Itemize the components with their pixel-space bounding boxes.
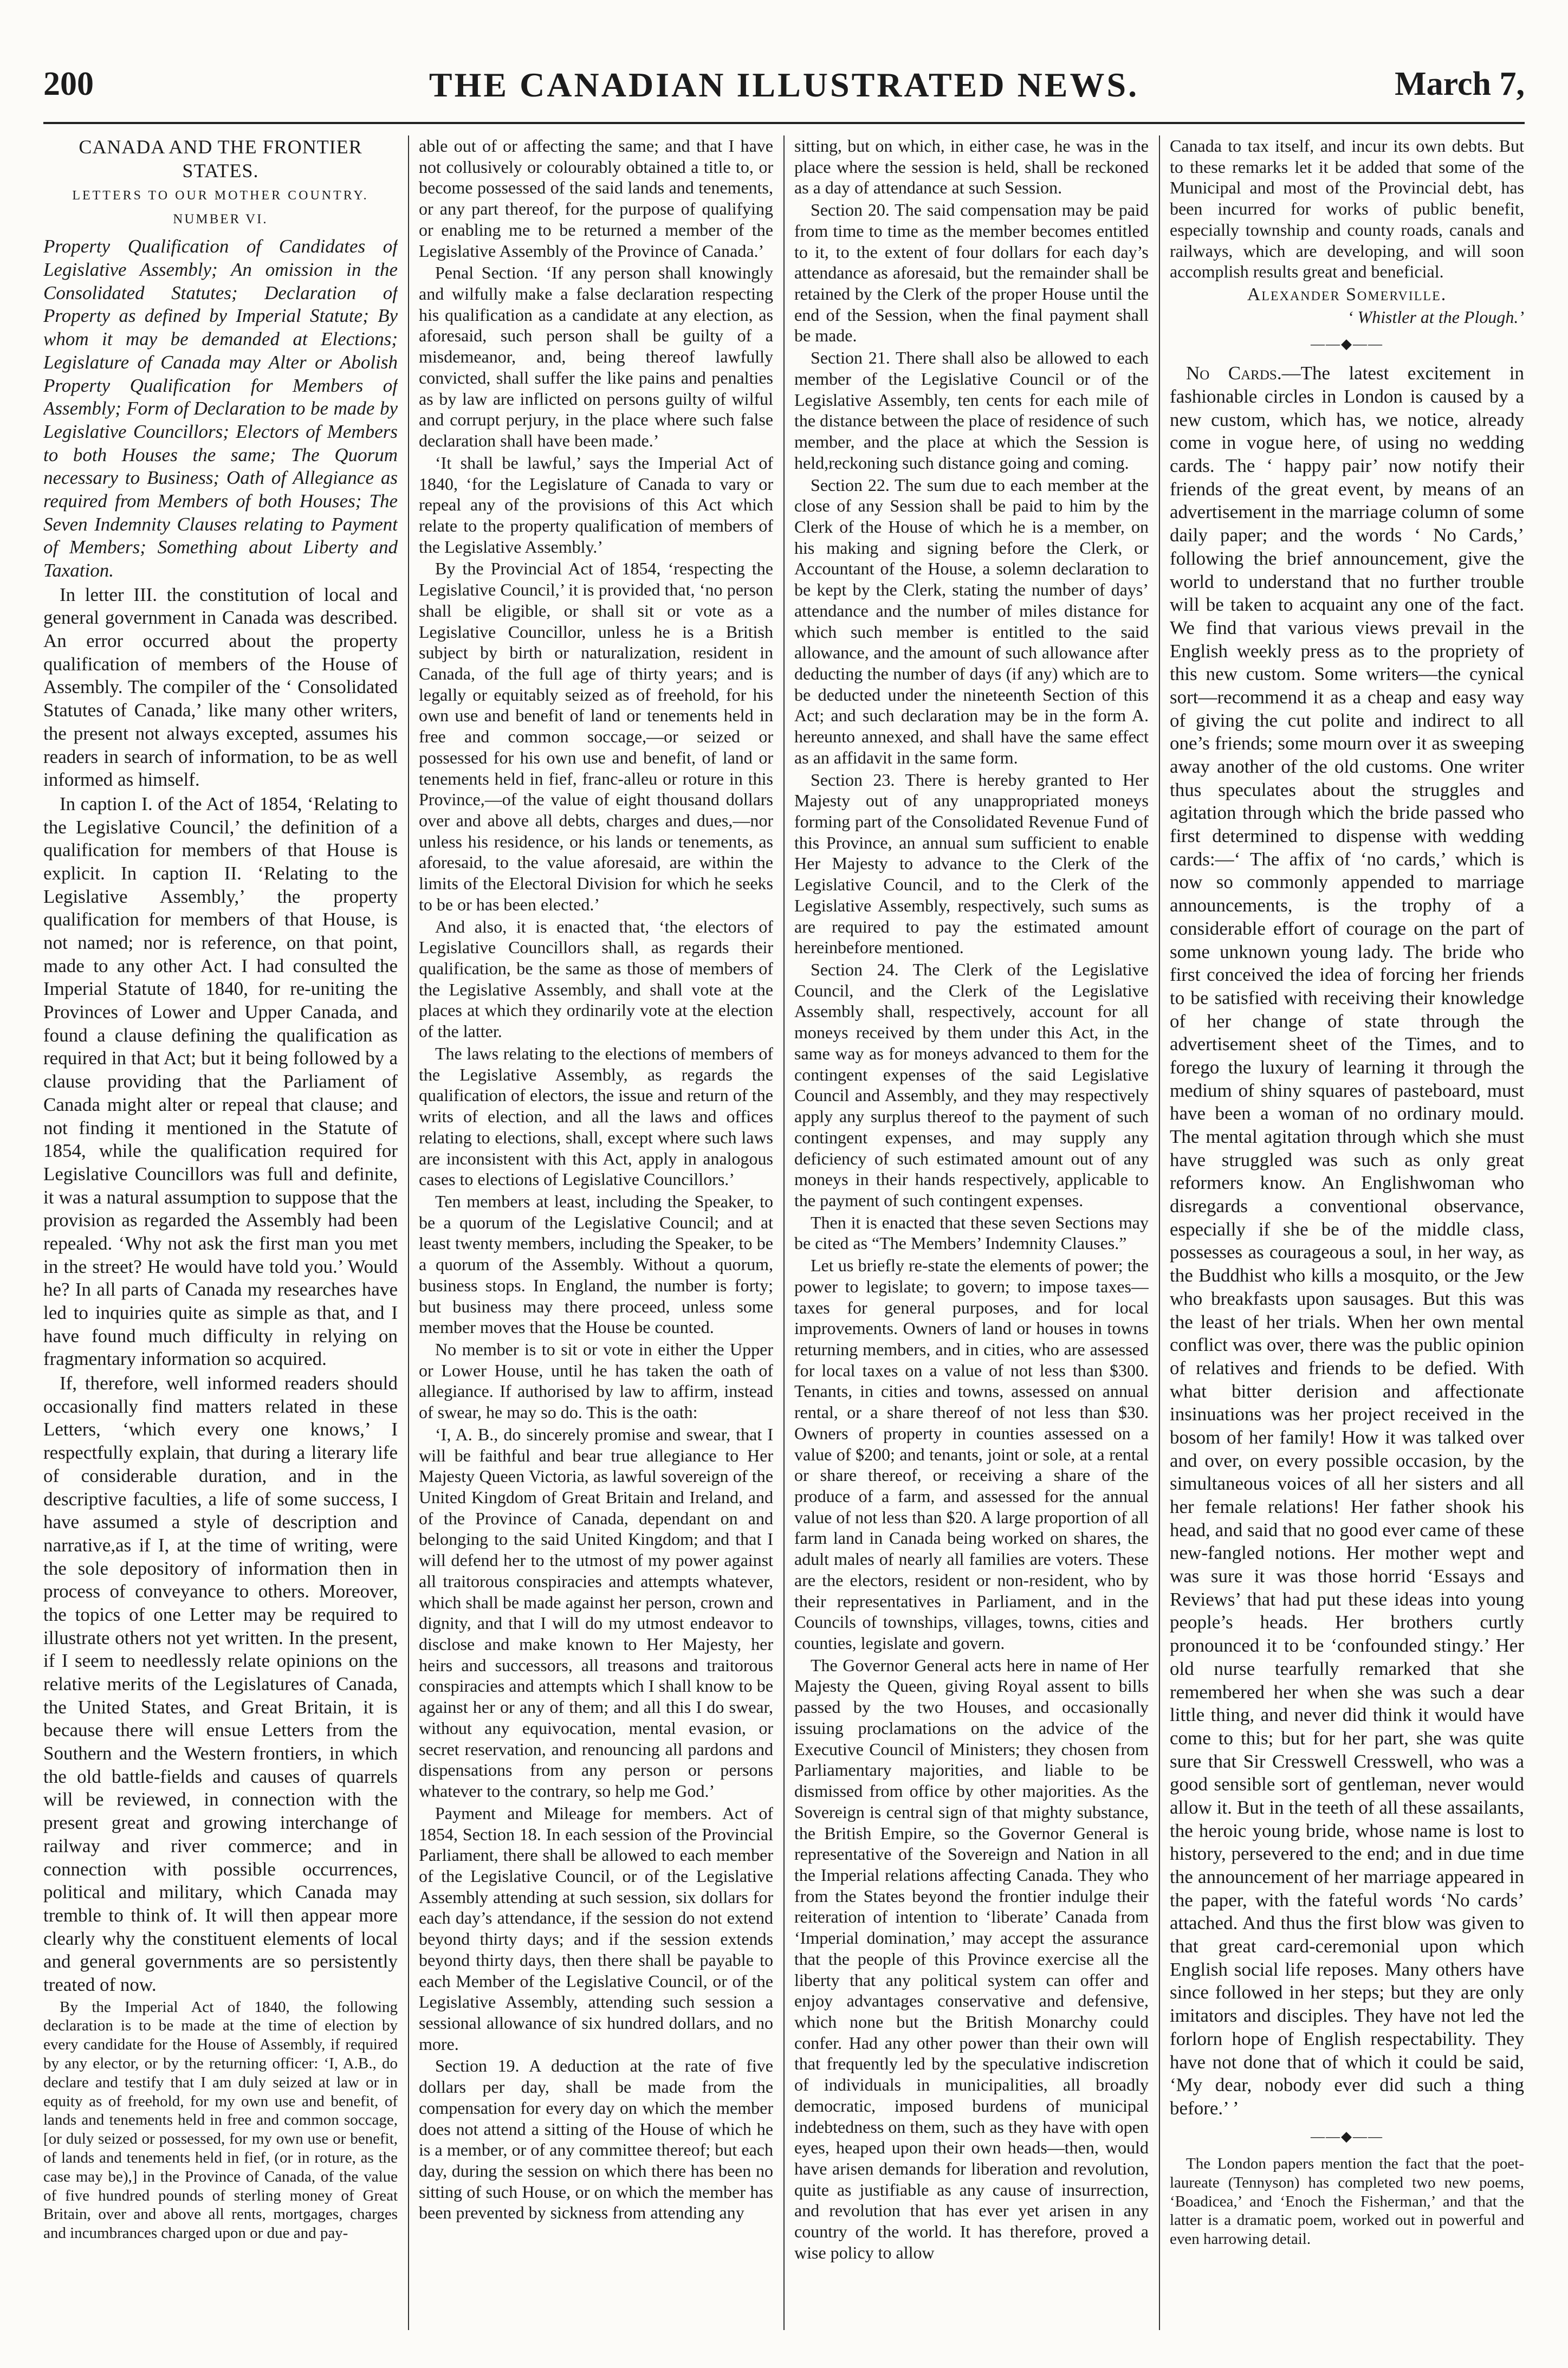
masthead: THE CANADIAN ILLUSTRATED NEWS. — [429, 66, 1139, 104]
no-cards-lead: No Cards. — [1186, 363, 1282, 384]
paragraph: The Governor General acts here in name of Her Majesty the Queen, giving Royal assent to bills passed by the two Houses, and occasionally issuing proclamations on the advice of the Executive Council of Ministers; they chosen from Parliamentary majorities, and liable to be dismissed from office by other majorities. As the Sovereign is central sign of that mighty substance, the British Empire, so the Governor General is representative of the Sovereign and Nation in all the Imperial relations affecting Canada. They who from the States beyond the frontier indulge their reiteration of intention to ‘liberate’ Canada from ‘Imperial domination,’ may accept the assurance that the people of this Province exercise all the liberty that any political system can offer and enjoy advantages conservative and defensive, which none but the British Monarchy could confer. Had any other power than their own will that frequently led by the speculative indiscretion of individuals in municipalities, all broadly democratic, imposed burdens of municipal indebtedness on them, such as they have with open eyes, heaped upon their own heads—then, would have arisen demands for liberation and revolution, quite as justifiable as any cause of insurrection, and revolution that has ever yet arisen in any country of the world. It has therefore, proved a wise policy to allow — [794, 1655, 1149, 2262]
column-3 — [794, 135, 1149, 2330]
paragraph: Canada to tax itself, and incur its own debts. But to these remarks let it be added that some of the Municipal and most of the Provincial debt, has been incurred for works of public benefit, especially township and county roads, canals and railways, which are developing, and will soon accomplish results great and beneficial. — [1170, 136, 1524, 282]
author-signature: Alexander Somerville. — [1247, 284, 1447, 305]
column-1 — [43, 135, 398, 2330]
paragraph: ‘I, A. B., do sincerely promise and swear, that I will be faithful and bear true allegiance to Her Majesty Queen Victoria, as lawful sovereign of the United Kingdom of Great Britain and Ireland, and of the Province of Canada, dependant on and belonging to the said United Kingdom; and that I will defend her to the utmost of my power against all traitorous conspiracies and attempts whatever, which shall be made against her person, crown and dignity, and that I will do my utmost endeavor to disclose and make known to Her Majesty, her heirs and successors, all treasons and traitorous conspiracies and attempts which I shall know to be against her or any of them; and all this I do swear, without any equivocation, mental evasion, or secret reservation, and renouncing all pardons and dispensations from any person or persons whatever to the contrary, so help me God.’ — [419, 1424, 773, 1801]
page-header — [43, 65, 1525, 119]
paragraph: By the Imperial Act of 1840, the following declaration is to be made at the time of election by every candidate for the House of Assembly, if required by any elector, or by the returning officer: ‘I, A.B., do declare and testify that I am duly seized at law or in equity as of freehold, for my own use and benefit, of lands and tenements held in free and common soccage, [or duly seized or possessed, for my own use or benefit, of lands and tenements held in fief, (or in roture, as the case may be),] in the Province of Canada, of the value of five hundred pounds of sterling money of Great Britain, over and above all rents, mortgages, charges and incumbrances charged upon or due and pay- — [43, 1998, 398, 2242]
paragraph: Let us briefly re-state the elements of power; the power to legislate; to govern; to impose taxes—taxes for general purposes, and for local improvements. Owners of land or houses in towns returning members, and in cities, who are assessed for local taxes on a value of not less than $300. Tenants, in cities and towns, assessed on annual rental, or a share thereof of not less than $30. Owners of property in counties assessed on a value of $200; and tenants, joint or sole, at a rental or share thereof, or receiving a share of the produce of a farm, and assessed for the annual value of not less than $20. A large proportion of all farm land in Canada being worked on shares, the adult males of nearly all families are voters. These are the electors, resident or non-resident, who by their representatives in Parliament, and in the Councils of townships, villages, towns, cities and counties, legislate and govern. — [794, 1256, 1149, 1653]
no-cards-text: —The latest excitement in fashionable circles in London is caused by a new custom, which has, we notice, already come in vogue here, of using no wedding cards. The ‘ happy pair’ now notify their friends of the great event, by means of an advertisement in the marriage column of some daily paper; and the words ‘ No Cards,’ following the brief announcement, give the world to understand that no further trouble will be taken to acquaint any one of the fact. We find that various views prevail in the English weekly press as to the propriety of this new custom. Some writers—the cynical sort—recommend it as a cheap and easy way of giving the cut polite and indirect to all one’s friends; some mourn over it as sweeping away another of the old customs. One writer thus speculates about the struggles and agitation through which the bride passed who first determined to dispense with wedding cards:—‘ The affix of ‘no cards,’ which is now so commonly appended to marriage announcements, is the trophy of a considerable effort of courage on the part of some unknown young lady. The bride who first conceived the idea of forcing her friends to be satisfied with receiving their knowledge of her change of state through the advertisement sheet of the Times, and to forego the luxury of learning it through the medium of shiny squares of pasteboard, must have been a woman of no ordinary mould. The mental agitation through which she must have struggled was such as only great reformers know. An Englishwoman who disregards a conventional observance, especially if she be of the middle class, possesses as courageous a soul, in her way, as the Buddhist who kills a mosquito, or the Jew who breakfasts upon sausages. But this was the least of her trials. When her own mental conflict was over, there was the public opinion of relatives and friends to be defied. With what bitter derision and affectionate insinuations was her project received in the bosom of her family! How it was talked over and over, on every possible occasion, by the simultaneous voices of all her sisters and all her female relations! Her father shook his head, and said that no good ever came of these new-fangled notions. Her mother wept and was sure it was those horrid ‘Essays and Reviews’ that had put these ideas into young people’s heads. Her brothers curtly pronounced it to be ‘confounded stingy.’ Her old nurse tearfully remarked that she remembered her when she was such a dear little thing, and never did think it would have come to this; but for her part, she was quite sure that Sir Cresswell Cresswell, who was a good sensible sort of gentleman, never would allow it. But in the teeth of all these assailants, the heroic young bride, whose name is lost to history, persevered to the end; and in due time the announcement of her marriage appeared in the paper, with the fateful words ‘No cards’ attached. And thus the first blow was given to that great card-ceremonial upon which English social life reposes. Many others have since followed in her steps; but they are only imitators and disciples. They have not led the forlorn hope of English respectability. They have not done that of which it could be said, ‘My dear, nobody ever did such a thing before.’ ’ — [1170, 363, 1524, 2119]
paragraph: Section 19. A deduction at the rate of five dollars per day, shall be made from the compensation for every day on which the member does not attend a sitting of the House of which he is a member, or of any committee thereof; but each day, during the session on which there has been no sitting of such House, or on which the member has been prevented by sickness from attending any — [419, 2056, 773, 2223]
paragraph: Section 23. There is hereby granted to Her Majesty out of any unappropriated moneys forming part of the Consolidated Revenue Fund of this Province, an annual sum sufficient to enable Her Majesty to advance to the Clerk of the Legislative Council, and to the Clerk of the Legislative Assembly, respectively, such sums as are required to pay the estimated amount hereinbefore mentioned. — [794, 769, 1149, 957]
paragraph: able out of or affecting the same; and that I have not collusively or colourably obtained a title to, or become possessed of the said lands and tenements, or any part thereof, for the purpose of qualifying or enabling me to be returned a member of the Legislative Assembly of the Province of Canada.’ — [419, 136, 773, 261]
tennyson-note: The London papers mention the fact that the poet-laureate (Tennyson) has completed two new poems, ‘Boadicea,’ and ‘Enoch the Fisherman,’ and that the latter is a dramatic poem, worked out in powerful and even harrowing detail. — [1170, 2155, 1524, 2248]
section-divider: ——◆—— — [1311, 2128, 1383, 2144]
paragraph: And also, it is enacted that, ‘the electors of Legislative Councillors shall, as regards their qualification, be the same as those of members of the Legislative Assembly, and shall vote at the places at which they ordinarily vote at the election of the latter. — [419, 916, 773, 1041]
paragraph: Section 22. The sum due to each member at the close of any Session shall be paid to him by the Clerk of the House of which he is a member, on his making and signing before the Clerk, or Accountant of the House, a solemn declaration to be kept by the Clerk, stating the number of days’ attendance and the number of miles distance for which such member is entitled to the said allowance, and the amount of such allowance after deducting the number of days (if any) which are to be deducted under the nineteenth Section of this Act; and such declaration may be in the form A. hereunto annexed, and shall have the same effect as an affidavit in the same form. — [794, 475, 1149, 767]
column-2 — [419, 135, 773, 2330]
paragraph: Payment and Mileage for members. Act of 1854, Section 18. In each session of the Provincial Parliament, there shall be allowed to each member of the Legislative Council, or of the Legislative Assembly attending at such session, six dollars for each day’s attendance, if the session do not extend beyond thirty days; and if the session extends beyond thirty days, then there shall be payable to each Member of the Legislative Council, or of the Legislative Assembly, attending such session a sessional allowance of six hundred dollars, and no more. — [419, 1803, 773, 2054]
column-4 — [1170, 135, 1524, 2330]
article-title: CANADA AND THE FRONTIER STATES. — [79, 136, 362, 182]
paragraph: Section 20. The said compensation may be paid from time to time as the member becomes entitled to it, to the extent of four dollars for each day’s attendance as aforesaid, but the remainder shall be retained by the Clerk of the proper House until the end of the Session, when the final payment shall be made. — [794, 200, 1149, 346]
header-rule — [43, 122, 1525, 124]
article-summary: Property Qualification of Candidates of Legislative Assembly; An omission in the Consolidated Statutes; Declaration of Property as defined by Imperial Statute; By whom it may be demanded at Elections; Legislature of Canada may Alter or Abolish Property Qualification for Members of Assembly; Form of Declaration to be made by Legislative Councillors; Electors of Members to both Houses the same; The Quorum necessary to Business; Oath of Allegiance as required from Members of both Houses; The Seven Indemnity Clauses relating to Payment of Members; Something about Liberty and Taxation. — [43, 236, 398, 581]
paragraph: Then it is enacted that these seven Sections may be cited as “The Members’ Indemnity Clauses.” — [794, 1212, 1149, 1253]
paragraph: ‘It shall be lawful,’ says the Imperial Act of 1840, ‘for the Legislature of Canada to vary or repeal any of the provisions of this Act which relate to the property qualification of members of the Legislative Assembly.’ — [419, 452, 773, 557]
paragraph: Section 21. There shall also be allowed to each member of the Legislative Council or of the Legislative Assembly, ten cents for each mile of the distance between the place of residence of such member, and the place at which the Session is held,reckoning such distance going and coming. — [794, 348, 1149, 473]
section-divider: ——◆—— — [1311, 335, 1383, 352]
article-subtitle: LETTERS TO OUR MOTHER COUNTRY. — [72, 189, 369, 203]
paragraph: Section 24. The Clerk of the Legislative Council, and the Clerk of the Legislative Assembly shall, respectively, account for all moneys received by them under this Act, in the same way as for moneys advanced to them for the contingent expenses of the said Legislative Council and Assembly, and they may respectively apply any surplus thereof to the payment of such contingent expenses, and may supply any deficiency of such estimated amount out of any moneys in their hands respectively, applicable to the payment of such contingent expenses. — [794, 960, 1149, 1210]
paragraph: The laws relating to the elections of members of the Legislative Assembly, as regards the qualification of electors, the issue and return of the writs of election, and all the laws and offices relating to elections, shall, except where such laws are inconsistent with this Act, apply in analogous cases to elections of Legislative Councillors.’ — [419, 1043, 773, 1189]
paragraph: If, therefore, well informed readers should occasionally find matters related in these Letters, ‘which every one knows,’ I respectfully explain, that during a literary life of considerable duration, and in the descriptive faculties, a life of some success, I have assumed a style of description and narrative,as if I, at the time of writing, were the sole depository of information then in process of conveyance to others. Moreover, the topics of one Letter may be required to illustrate others not yet written. In the present, if I seem to needlessly relate opinions on the relative merits of the Legislatures of Canada, the United States, and Great Britain, it is because there will ensue Letters from the Southern and the Western frontiers, in which the old battle-fields and causes of quarrels will be reviewed, in connection with the present great and growing interchange of railway and river commerce; and in connection with possible occurrences, political and military, which Canada may tremble to think of. It will then appear more clearly why the constituent elements of local and general governments are so persistently treated of now. — [43, 1373, 398, 1995]
author-motto: ‘ Whistler at the Plough.’ — [1347, 307, 1524, 327]
paragraph: By the Provincial Act of 1854, ‘respecting the Legislative Council,’ it is provided that, ‘no person shall be eligible, or shall sit or vote as a Legislative Councillor, unless he is a British subject by birth or naturalization, resident in Canada, of the full age of thirty years; and is legally or equitably seized as of freehold, for his own use and benefit of land or tenements held in free and common soccage,—or seized or possessed for his own use and benefit, of land or tenements held in fief, franc-alleu or roture in this Province,—of the value of eight thousand dollars over and above all debts, charges and dues,—nor unless his residence, or his lands or tenements, as aforesaid, to the value aforesaid, are within the limits of the Electoral Division for which he seeks to be or has been elected.’ — [419, 559, 773, 914]
page-number: 200 — [43, 66, 94, 102]
no-cards-article — [1170, 362, 1524, 2120]
paragraph: sitting, but on which, in either case, he was in the place where the session is held, shall be reckoned as a day of attendance at such Session. — [794, 136, 1149, 198]
paragraph: Penal Section. ‘If any person shall knowingly and wilfully make a false declaration respecting his qualification as a candidate at any election, as aforesaid, such person shall be guilty of a misdemeanor, and, being thereof lawfully convicted, shall suffer the like pains and penalties as by law are inflicted on persons guilty of wilful and corrupt perjury, in the place where such false declaration shall have been made.’ — [419, 263, 773, 451]
paragraph: In caption I. of the Act of 1854, ‘Relating to the Legislative Council,’ the definition of a qualification for members of that House is explicit. In caption II. ‘Relating to the Legislative Assembly,’ the property qualification for members of that House, is not named; nor is reference, on that point, made to any other Act. I had consulted the Imperial Statute of 1840, for re-uniting the Provinces of Lower and Upper Canada, and found a clause defining the qualification as required in that Act; but it being followed by a clause providing that the Parliament of Canada might alter or repeal that clause; and not finding it mentioned in the Statute of 1854, while the qualification required for Legislative Councillors was full and definite, it was a natural assumption to suppose that the provision as regarded the Assembly had been repealed. ‘Why not ask the first man you met in the street? He would have told you.’ Would he? In all parts of Canada my researches have led to inquiries quite as simple as that, and I have found much difficulty in relying on fragmentary information so acquired. — [43, 793, 398, 1370]
columns — [43, 135, 1525, 2330]
paragraph: Ten members at least, including the Speaker, to be a quorum of the Legislative Council; and at least twenty members, including the Speaker, to be a quorum of the Assembly. Without a quorum, business stops. In England, the number is forty; but business may there proceed, unless some member moves that the House be counted. — [419, 1191, 773, 1337]
issue-date: March 7, — [1395, 66, 1525, 102]
paragraph: In letter III. the constitution of local and general government in Canada was described. An error occurred about the property qualification of members of the House of Assembly. The compiler of the ‘ Consolidated Statutes of Canada,’ like many other writers, the present not always excepted, assumes his readers in search of information, to be as well informed as himself. — [43, 584, 398, 791]
paragraph: No member is to sit or vote in either the Upper or Lower House, until he has taken the oath of allegiance. If authorised by law to affirm, instead of swear, he may so do. This is the oath: — [419, 1339, 773, 1422]
article-number: NUMBER VI. — [173, 212, 268, 227]
